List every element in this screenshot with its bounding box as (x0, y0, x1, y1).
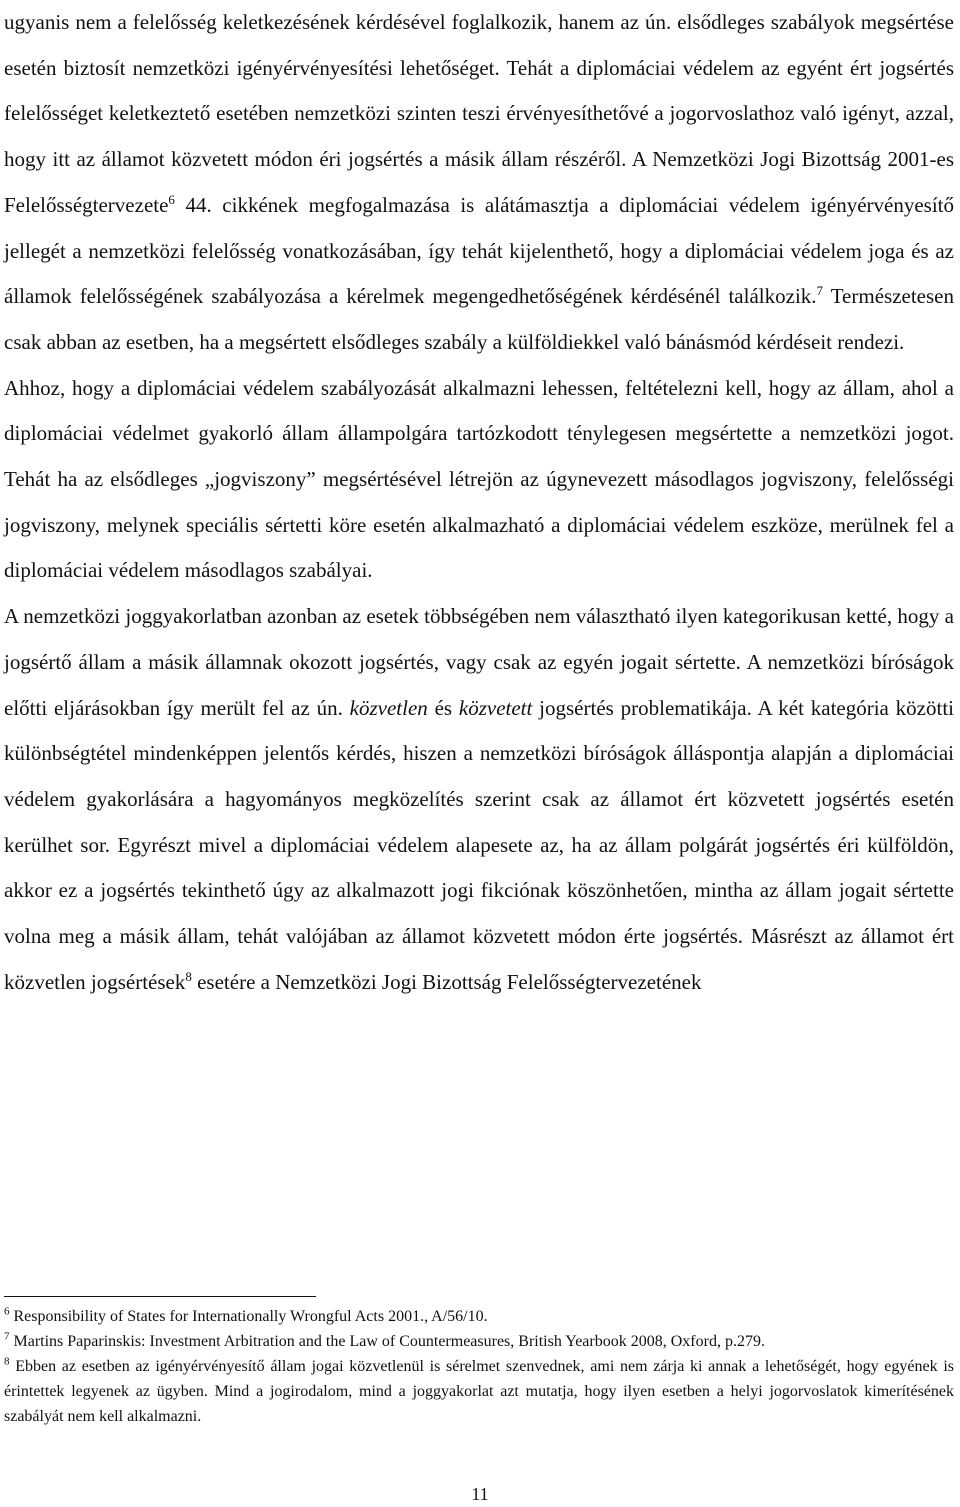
text-segment: Ahhoz, hogy a diplomáciai védelem szabályozását alkalmazni lehessen, feltételezni kell, hogy az állam, ahol a diplomáciai védelmet gyakorló állam állampolgára tartózkodott ténylegesen megsértette a nemzetközi jogot. Tehát ha az elsődleges „jogviszony” megsértésével létrejön az úgynevezett másodlagos jogviszony, felelősségi jogviszony, melynek speciális sértetti köre esetén alkalmazható a diplomáciai védelem eszköze, merülnek fel a diplomáciai védelem másodlagos szabályai. (4, 375, 954, 583)
footnote-text: Martins Paparinskis: Investment Arbitration and the Law of Countermeasures, British Yearbook 2008, Oxford, p.279. (9, 1333, 765, 1350)
footnote-reference: 6 (168, 191, 175, 207)
paragraph (4, 0, 954, 366)
text-segment: Természetesen csak abban az esetben, ha a megsértett elsődleges szabály a külföldiekkel való bánásmód kérdéseit rendezi. (4, 284, 954, 354)
body-text (4, 0, 954, 1005)
footnote-separator (4, 1296, 316, 1297)
text-segment: jogsértés problematikája. A két kategória közötti különbségtétel mindenképpen jelentős kérdés, hiszen a nemzetközi bíróságok álláspontja alapján a diplomáciai védelem gyakorlására a hagyományos megközelítés szerint csak az államot ért közvetett jogsértés esetén kerülhet sor. Egyrészt mivel a diplomáciai védelem alapesete az, ha az állam polgárát jogsértés éri külföldön, akkor ez a jogsértés tekinthető úgy az alkalmazott jogi fikciónak köszönhetően, mintha az állam jogait sértette volna meg a másik állam, tehát valójában az államot közvetett módon érte jogsértés. Másrészt az államot ért közvetlen jogsértések (4, 695, 955, 994)
text-segment: és (427, 695, 459, 720)
footnote-number: 8 (4, 1355, 10, 1368)
text-segment: 44. cikkének megfogalmazása is alátámasztja a diplomáciai védelem igényérvényesítő jellegét a nemzetközi felelősség vonatkozásában, így tehát kijelenthető, hogy a diplomáciai védelem joga és az államok felelősségének szabályozása a kérelmek megengedhetőségének kérdésénél találkozik. (4, 192, 954, 309)
footnote (4, 1329, 954, 1354)
footnote-text: Ebben az esetben az igényérvényesítő állam jogai közvetlenül is sérelmet szenvednek, ami nem zárja ki annak a lehetőségét, hogy egyének is érintettek legyenek az ügyben. Mind a jogirodalom, mind a joggyakorlat azt mutatja, hogy ilyen esetben a helyi jogorvoslatok kimerítésének szabályát nem kell alkalmazni. (4, 1358, 954, 1425)
text-segment: esetére a Nemzetközi Jogi Bizottság Felelősségtervezetének (191, 969, 702, 994)
footnote-reference: 8 (185, 968, 192, 984)
paragraph (4, 366, 954, 595)
text-segment: A nemzetközi joggyakorlatban azonban az esetek többségében nem választható ilyen kategorikusan ketté, hogy a jogsértő állam a másik államnak okozott jogsértés, vagy csak az egyén jogait sértette. A nemzetközi bíróságok előtti eljárásokban így merült fel az ún. (4, 604, 954, 720)
footnotes (4, 1304, 954, 1429)
footnote-number: 6 (4, 1305, 10, 1318)
paragraph (4, 594, 954, 1005)
text-segment: ugyanis nem a felelősség keletkezésének kérdésével foglalkozik, hanem az ún. elsődleges szabályok megsértése esetén biztosít nemzetközi igényérvényesítési lehetőséget. Tehát a diplomáciai védelem az egyént ért jogsértés felelősséget keletkeztető esetében nemzetközi szinten teszi érvényesíthetővé a jogorvoslathoz való igényt, azzal, hogy itt az államot közvetett módon éri jogsértés a másik állam részéről. A Nemzetközi Jogi Bizottság 2001-es Felelősségtervezete (4, 10, 954, 217)
footnote (4, 1354, 954, 1429)
italic-term: közvetett (458, 695, 533, 720)
page-number: 11 (471, 1484, 489, 1504)
footnote-text: Responsibility of States for Internationally Wrongful Acts 2001., A/56/10. (9, 1308, 488, 1325)
footnote-reference: 7 (816, 283, 824, 299)
footnote-number: 7 (4, 1330, 10, 1343)
footnote (4, 1304, 954, 1329)
italic-term: közvetlen (349, 695, 428, 720)
